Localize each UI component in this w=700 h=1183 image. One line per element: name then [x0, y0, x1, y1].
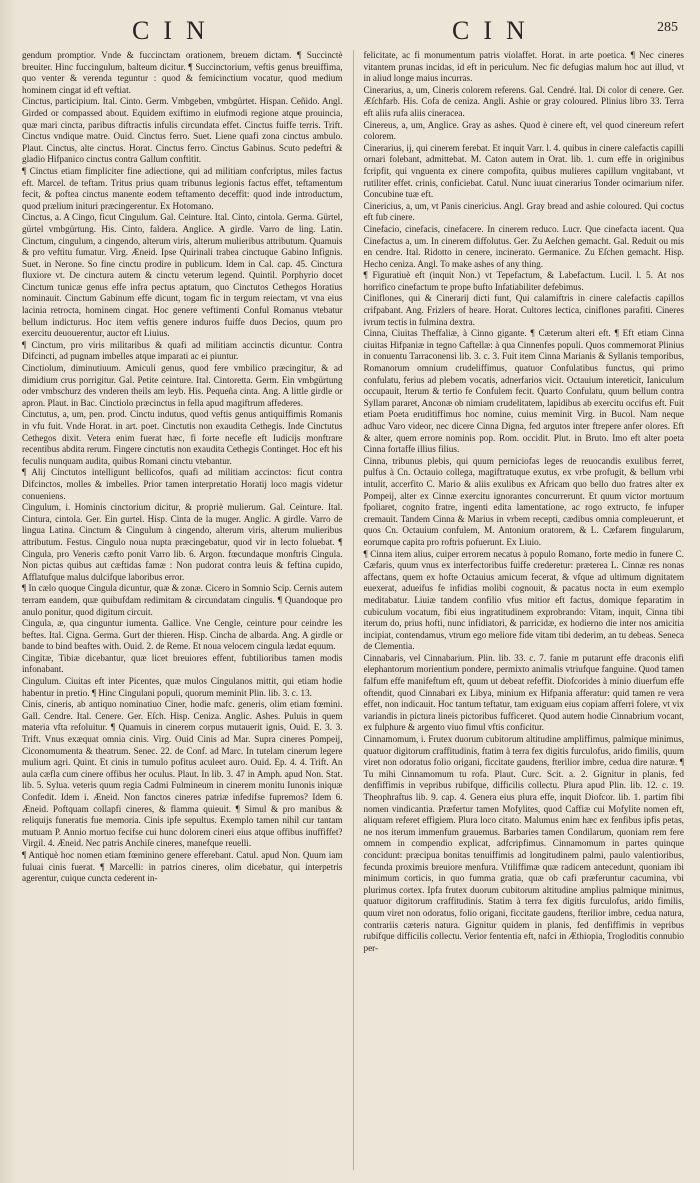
dictionary-entry: Cinctus, a. A Cingo, ficut Cingulum. Gal. Ceinture. Ital. Cinto, cintola. Germa. Gürtel, gürtel vmbgürtung. His. Cinto, faldera. Anglice. A girdle. Varro de ling. Latin. Cinctum, cingulum, a cingendo, alterum viris, alterum mulieribus attributum. Quamuis & pro veftitu fumatur. Virg. Æneid. Ipse Quirinali trabea cinctuque Gabino Infignis. Suet. in Nerone. So fine cinctu prodire in publicum. Idem in Cal. cap. 45. Cinctura fluxiore vt. De cinctura autem & cinctu veterum legend. Quintil. Porphyrio docet Cinctum tunicæ genus effe infra pectus aptatum, quo Cinctutos Cethegos Horatius nominauit. Cinctum Gabinum effe dicunt, togam fic in tergum reiectam, vt vna eius lacinia retrocta, hominem cingat. Hoc genere veftimenti Conful Romanus vtebatur bellum indicturus. Hoc item veftis genere induros fuiffe duos Decios, quum pro exercitu deuouerentur, auctor eft Liuius. [22, 212, 343, 339]
dictionary-entry: Cinnabaris, vel Cinnabarium. Plin. lib. 33. c. 7. fanie m putarunt effe draconis elifi elephantorum morientium pondere, permixto animalis vtriufque fanguine. Quod tamen falfum effe manifeftum eft, quum ut debeat refeffit. Diofcorides à minio diuerfum effe oftendit, quod Cinnabari ex Libya, minium ex Hifpania afferatur: quid tamen re vera effet, non indicauit. Hoc tantum teftatur, tam exiguam eius copiam afferri folere, vt vix variandis in pictura lineis pictoribus fufficeret. Quod autem hodie Cinnabrium vocant, ex fulphure & argento viuo fimul vftis conficitur. [363, 652, 684, 733]
dictionary-entry: Cinnamomum, i. Frutex duorum cubitorum altitudine ampliffimus, palmique minimus, quatuor digitorum craffitudinis, ftatim à terra fex digitis furculofus, arido fimilis, quum viret non odoratus folio origani, ficcitate gaudens, fterilior imbre, cedua dire naturæ. ¶ Tu mihi Cinnamomum tu rofa. Plaut. Curc. Scit. a. 2. Gignitur in planis, fed denfiffimis in vepribus rubifque, difficilis collectu. Plura apud Plin. lib. 12. c. 19. Theophraftus lib. 9. cap. 4. Genera eius plura effe, inquit Diofcor. lib. 1. partim fibi nomen vindicantia. Præfertur tamen Mofylites, quod Caffiæ cui Mofylite nomen eft, aliquam referet effigiem. Plura loco citato. Malumus enim hæc ex fenfibus ipfis petas, ne nos iterum immenfum grauemus. Barbaries tamen Condilarum, quoniam rem fere omnem in compendio explicat, adfcripfimus. Cinnamomum in partes quinque concidunt: præcipua bonitas tenuiffimis ad longitudinem palmi, paulo valentioribus, fecunda proximis breuiore menfura. Vtiliffimæ quæ radicem antecedunt, quoniam ibi minimum corticis, in quo fumma gratia, quæ ob cafi præferuntur cacumina, vbi plurimus cortex. Ipfa frutex duorum cubitorum altitudine amplius palmique minimus, quatuor digitorum craffitudinis. Statim à terra fex digitis furculofus, arido fimilis, quum viret non odoratus, folio origani, ficcitate gaudens, fterilior imbre, cedua natura, contrariis cæteris natura. Gignitur quidem in planis, fed denfiffimis in vepribus rubifque difficilis collectu. Verior fententia eft, nafci in Æthiopia, Trogloditis connubio per- [363, 734, 684, 953]
dictionary-entry: Cingula, æ, qua cinguntur iumenta. Gallice. Vne Cengle, ceinture pour ceindre les beftes. Ital. Cigna. Germa. Gurt der thieren. Hisp. Cincha de albarda. Ang. A girdle or bande to bind beaftes with. Ouid. 2. de Reme. Et noua velocem cingula lædat equum. [22, 618, 343, 652]
column-divider [353, 50, 354, 1170]
page-number: 285 [657, 20, 678, 35]
dictionary-entry: Cingitæ, Tibiæ dicebantur, quæ licet breuiores effent, fubtilioribus tamen modis infonabant. [22, 652, 343, 675]
dictionary-entry: Cinctiolum, diminutiuum. Amiculi genus, quod fere vmbilico præcingitur, & ad dimidium crus porrigitur. Gal. Petite ceinture. Ital. Cintoretta. Germ. Ein vmbgürtung oder vmbschurz des vnderen theils am leyb. His. Pequeña cinta. Ang. A little girdle or apron. Plaut. in Bac. Cinctiolo præcinctus in fella apud magiftrum affederes. [22, 363, 343, 408]
dictionary-entry: ¶ Cinctus etiam fimpliciter fine adiectione, qui ad militiam confcriptus, miles factus eft. Marcel. de teftam. Tritus prius quam tribunus legionis factus effet, teftamentum fecit, & poftea cinctus manente eodem teftamento deceffit: quod inde introductum, quod prælium inituri præcingerentur. Ex Hotomano. [22, 165, 343, 211]
dictionary-entry: Cinerarius, a, um, Cineris colorem referens. Gal. Cendré. Ital. Di color di cenere. Ger. Æſchfarb. His. Cofa de ceniza. Angli. Ashie or gray coloured. Plinius libro 33. Terra eft aliis rufa aliis cineracea. [363, 84, 684, 118]
dictionary-entry: felicitate, ac fi monumentum patris violaffet. Horat. in arte poetica. ¶ Nec cineres vitantem prunas incidas, id eft in periculum. Nec fic defugias malum hoc aut illud, vt in aliud longe maius incurras. [363, 50, 684, 84]
dictionary-entry: Ciniflones, qui & Cinerarij dicti funt, Qui calamiftris in cinere calefactis capillos crifpabant. Ang. Frizlers of heare. Horat. Cultores lectica, ciniflones parafiti. Cineres ivrum tectis in fulmina dextra. [363, 293, 684, 327]
dictionary-entry: Cinctus, participium. Ital. Cinto. Germ. Vmbgeben, vmbgürtet. Hispan. Ceñido. Angl. Girded or compassed about. Equidem exiftimo in eiufmodi regione atque prouincia, quæ mari cincta, paribus diftractis infulis circundata effet. Cinctus fuiffe terris. Trift. Cinctus vndique matre. Ouid. Cinctus ferro. Suet. Liene quafi zona cinctus ambulo. Plaut. Cinctus, alte cinctus. Horat. Cinctus ferro. Cinctus Gabinus. Scuto pedeftri & gladio Hifpanico cinctus contra Gallum conftitit. [22, 96, 343, 165]
dictionary-entry: Cinna, tribunus plebis, qui quum perniciofas leges de reuocandis exulibus ferret, pulfus à Cn. Octauio collega, magiftratuque exutus, ex vrbe profugit, & bellum vrbi intulit, accerfito C. Mario & aliis exulibus ex Africam quo bello duo fratres alter ex Pompeij, alter ex Cinnæ exercitu ignorantes concurrerunt. Et quum victor mortuum fpoliaret, cognito fratre, ingenti edita lamentatione, ac rogo extructo, fe infuper cremauit. Tandem Cinna & Marius in vrbem recepti, cædibus omnia compleuerunt, et quos Cn. Octauium confulem, M. Antonium oratorem, & L. Cæfarem fingularum, eorumque capita pro roftris pofuerunt. Ex Liuio. [363, 455, 684, 547]
dictionary-entry: ¶ Figuratiuè eft (inquit Non.) vt Tepefactum, & Labefactum. Lucil. l. 5. At nos horrifico cinefactum te prope bufto Infatiabiliter defebimus. [363, 270, 684, 292]
dictionary-entry: Cinna, Ciuitas Theffaliæ, à Cinno gigante. ¶ Cæterum alteri eft. ¶ Eft etiam Cinna ciuitas Hifpaniæ in tegno Caftellæ: à qua Cinnenfes populi. Quos commemorat Plinius in conuentu Tarraconensi lib. 3. c. 3. Fuit item Cinna Marianis & Syllanis temporibus, Romanorum omnium crudeliffimus, quatuor Confulatibus functus, qui primo confulatu, ferius ad plebem vocatis, adnerfarios vicit. Octauium intereticit, Ianiculum occupauit, Iterum & tertio fe Confulem fecit. Quarto Confulatu, quum bellum contra Syllam pararet, Anconæ ob nimiam crudelitatem, lapidibus ab exercitu occifus eft. Fuit etiam Poeta eruditiffimus hoc nomine, cuius meminit Virg. in Bucol. Nam neque adhuc Varo videor, nec dicere Cinna Digna, fed argutos inter ftrepere anfer olores. Eft & alter, quem errore nominis pop. Rom. occidit. Plut. in Bruto. Imo eft alter poeta Cinna fortaffe illius filius. [363, 328, 684, 455]
dictionary-entry: ¶ Antiquè hoc nomen etiam fœminino genere efferebant. Catul. apud Non. Quum iam fuluai cinis fuerat. ¶ Marcelli: in patrios cineres, olim dicebatur, qui interpetris agerentur, cuique cuncta cederent in- [22, 849, 343, 884]
header-right: CIN [452, 16, 539, 45]
dictionary-entry: Cingulum. Ciuitas eft inter Picentes, quæ mulos Cingulanos mittit, qui etiam hodie habentur in pretio. ¶ Hinc Cingulani populi, quorum meminit Plin. lib. 3. c. 13. [22, 676, 343, 698]
dictionary-entry: Cingulum, i. Hominis cinctorium dicitur, & propriè mulierum. Gal. Ceinture. Ital. Cintura, cintola. Ger. Ein gurtel. Hisp. Cinta de la muger. Anglic. A girdle. Varro de lingua Latina. Cinctum & Cingulum à cingendo, alterum viris, alterum mulieribus attributum. Festus. Cingulo noua nupta præcingebatur, quod vir in lecto foluebat. ¶ Cingula, pro Veneris cæfto ponit Varro lib. 6. Argon. fœcundaque monftris Cingula. Non pictas quibus aut cæftidas famæ : Non pudorat contra leuis & feftina cupido, Afflatufque malus dulcifque laboribus error. [22, 502, 343, 582]
left-column [22, 50, 343, 1170]
dictionary-entry: Cinerarius, ij, qui cinerem ferebat. Et inquit Varr. l. 4. quibus in cinere calefactis capilli ornari folebant, admittebat. M. Caton autem in Orat. lib. 1. cum effe in originibus fcripfit, qui vnguenta ex cinere compofita, quibus mulieres capillum vngitabant, vt rutiliter effet. crinis, conficiebat. Catul. Nunc iuuat cinerarius Tonder ocimarium nifer. Concubine tuæ eft. [363, 142, 684, 200]
dictionary-entry: gendum promptior. Vnde & fuccinctam orationem, breuem dictam. ¶ Succinctè breuiter. Hinc fuccingulum, balteum dicitur. ¶ Succinctorium, veftis genus breuiffima, quo venter & verenda teguntur : quod & femicinctium vocatur, quod medium hominem cingat id eft veftiat. [22, 50, 343, 95]
two-column-body [22, 50, 684, 1170]
dictionary-entry: Cinefacio, cinefacis, cinefacere. In cinerem reduco. Lucr. Que cinefacta iacent. Qua Cinefactus a, um. In cinerem diffolutus. Ger. Zu Aeſchen gemacht. Gal. Reduit ou mis en cendre. Ital. Ridotto in cenere, incinerato. Germanice. Zu Eſchen gemacht. Hisp. Hecho ceniza. Angl. To make ashes of any thing. [363, 223, 684, 269]
dictionary-entry: Cinctutus, a, um, pen. prod. Cinctu indutus, quod veftis genus antiquiffimis Romanis in vfu fuit. Vnde Horat. in art. poet. Cinctutis non exaudita Cethegis. Inde Cinctutus Cethegos dixit. Vetera enim fuerat hæc, fi forte necefle eft Iudicijs monftrare recentibus abdita rerum. Fingere cinctutis non exaudita Cethegis Continget. Hoc eft his feculis nunquam audita, quibus Romani cinctu vtebantur. [22, 409, 343, 466]
dictionary-entry: Cinis, cineris, ab antiquo nominatiuo Ciner, hodie mafc. generis, olim etiam fœmini. Gall. Cendre. Ital. Cenere. Ger. Eſch. Hisp. Ceniza. Anglic. Ashes. Puluis in quem materia vfta refoluitur. ¶ Quamuis in cinerem corpus mutauerit ignis, Ouid. E. 3. 3. Trift. Vnus exæquat omnia cinis. Virg. Ouid Cinis ad Mar. Supra cineres Pompeij, Ciconomumenta & theatrum. Senec. 22. de Conf. ad Marc. In tutelam cinerum legere mulium agri. Quint. Et cinis in tumulo pofitus aculeet auro. Ouid. Ep. 4. 4. Trift. An aula cæfla cum cinere offibus her oculus. Plaut. In lib. 3. 47 in Amph. apud Non. Stat. lib. 5. Sylua. veteris quum regia Cadmi Fulmineum in cinerem monitu Iunonis iniquæ Confedit. Idem i. Æneid. Non fanctos cineres patriæ infedifse fupremos? Idem 6. Æneid. Poftquam collapfi cineres, & flamma quieuit. ¶ Simul & pro manibus & reliquijs funeratis fue memoria. Cinis ipfe sepultus. Exemplo tamen nihil cur tantam mutuam P. Annio mortuo fecifse cui hunc dolorem cineri eius atque offibus inuffiffet? Virgil. 4. Æneid. Nec patris Anchiſe cineres, manefque reuelli. [22, 699, 343, 849]
dictionary-entry: ¶ Alij Cinctutos intelligunt bellicofos, quafi ad militiam accinctos: ficut contra Difcinctos, molles & imbelles. Prior tamen interpretatio Horatij loco magis videtur conueniens. [22, 467, 343, 501]
dictionary-entry: ¶ In cælo quoque Cingula dicuntur, quæ & zonæ. Cicero in Somnio Scip. Cernis autem terram eandem, quæ quibufdam redimitam & circundatam cingulis. ¶ Quandoque pro anulo ponitur, quod digitum circuit. [22, 583, 343, 617]
dictionary-entry: ¶ Cinna item alius, cuiper errorem necatus à populo Romano, forte medio in funere C. Cæfaris, quum vnus ex interfectoribus fuiffe crederetur: præterea L. Cinnæ res nonas affectans, quem ex hofte Octauius amicum fecerat, & vfque ad ultimum dignitatem euexerat, adueifus fe infidias molibi cognouit, & pacatus nocta in eum exemplo meditabatur. Liuiæ tandem confilio vfus mitior eft factus, domique feparatim in cubiculum vocatum, fibi eius ingratitudinem exprobrando: Vitam, inquit, Cinna tibi iterum do, prius hofti, nunc infidiatori, & parricidæ, ex hodierno die inter nos amicitia incipiat, contendamus, vtrum ego meliore fide vitam tibi dederim, an tu debeas. Seneca de Clementia. [363, 548, 684, 652]
dictionary-entry: ¶ Cinctum, pro viris militaribus & quafi ad militiam accinctis dicuntur. Contra Difcincti, ad pugnam imbelles atque imparati ac ei piuntur. [22, 339, 343, 362]
header-left: CIN [132, 16, 219, 45]
right-column [363, 50, 684, 1170]
dictionary-entry: Cinericius, a, um, vt Panis cinericius. Angl. Gray bread and ashie coloured. Qui coctus eft fub cinere. [363, 200, 684, 223]
running-header [22, 14, 684, 44]
dictionary-entry: Cinereus, a, um, Anglice. Gray as ashes. Quod è cinere eft, vel quod cinereum refert colorem. [363, 119, 684, 142]
